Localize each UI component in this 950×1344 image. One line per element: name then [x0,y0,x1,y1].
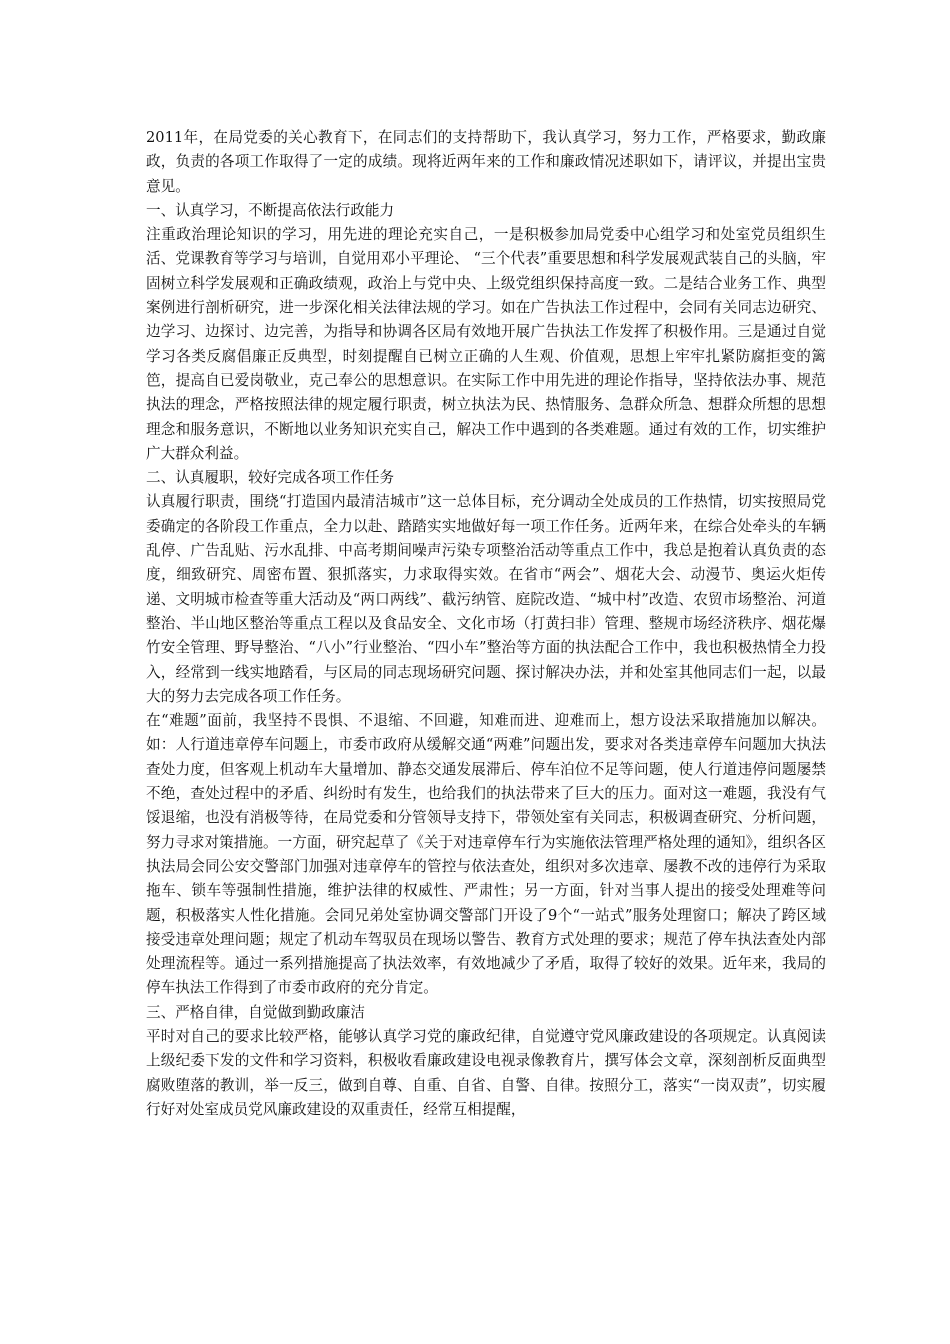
section-heading-3: 三、严格自律，自觉做到勤政廉洁 [146,1003,365,1021]
document-body [146,126,826,1122]
section-heading-2: 二、认真履职，较好完成各项工作任务 [146,469,395,487]
body-paragraph: 认真履行职责，围绕“打造国内最清洁城市”这一总体目标，充分调动全处成员的工作热情，切实按照局党委确定的各阶段工作重点，全力以赴、踏踏实实地做好每一项工作任务。近两年来，在综合处牵头的车辆乱停、广告乱贴、污水乱排、中高考期间噪声污染专项整治活动等重点工作中，我总是抱着认真负责的态度，细致研究、周密布置、狠抓落实，力求取得实效。在省市“两会”、烟花大会、动漫节、奥运火炬传递、文明城市检查等重大活动及“两口两线”、截污纳管、庭院改造、“城中村”改造、农贸市场整治、河道整治、半山地区整治等重点工程以及食品安全、文化市场（打黄扫非）管理、整规市场经济秩序、烟花爆竹安全管理、野导整治、“八小”行业整治、“四小车”整治等方面的执法配合工作中，我也积极热情全力投入，经常到一线实地踏看，与区局的同志现场研究问题、探讨解决办法，并和处室其他同志们一起，以最大的努力去完成各项工作任务。 [146,493,826,705]
body-paragraph: 注重政治理论知识的学习，用先进的理论充实自己，一是积极参加局党委中心组学习和处室党员组织生活、党课教育等学习与培训，自觉用邓小平理论、 “三个代表”重要思想和科学发展观武装自己的头脑，牢固树立科学发展观和正确政绩观，政治上与党中央、上级党组织保持高度一致。二是结合业务工作、典型案例进行剖析研究，进一步深化相关法律法规的学习。如在广告执法工作过程中，会同有关同志边研究、边学习、边探讨、边完善，为指导和协调各区局有效地开展广告执法工作发挥了积极作用。三是通过自觉学习各类反腐倡廉正反典型，时刻提醒自已树立正确的人生观、价值观，思想上牢牢扎紧防腐拒变的篱笆，提高自已爱岗敬业，克己奉公的思想意识。在实际工作中用先进的理论作指导，坚持依法办事、规范执法的理念，严格按照法律的规定履行职责，树立执法为民、热情服务、急群众所急、想群众所想的思想理念和服务意识，不断地以业务知识充实自己，解决工作中遇到的各类难题。通过有效的工作，切实维护广大群众利益。 [146,226,826,462]
intro-paragraph: 2011年，在局党委的关心教育下，在同志们的支持帮助下，我认真学习，努力工作，严格要求，勤政廉政，负责的各项工作取得了一定的成绩。现将近两年来的工作和廉政情况述职如下，请评议，并提出宝贵意见。 [146,129,826,195]
section-heading-1: 一、认真学习，不断提高依法行政能力 [146,201,395,219]
body-paragraph: 平时对自己的要求比较严格，能够认真学习党的廉政纪律，自觉遵守党风廉政建设的各项规定。认真阅读上级纪委下发的文件和学习资料，积极收看廉政建设电视录像教育片，撰写体会文章，深刻剖析反面典型腐败堕落的教训，举一反三，做到自尊、自重、自省、自警、自律。按照分工，落实“一岗双责”，切实履行好对处室成员党风廉政建设的双重责任，经常互相提醒， [146,1027,826,1118]
body-paragraph: 在“难题”面前，我坚持不畏惧、不退缩、不回避，知难而进、迎难而上，想方设法采取措施加以解决。如：人行道违章停车问题上，市委市政府从缓解交通“两难”问题出发，要求对各类违章停车问题加大执法查处力度，但客观上机动车大量增加、静态交通发展滞后、停车泊位不足等问题，使人行道违停问题屡禁不绝，查处过程中的矛盾、纠纷时有发生，也给我们的执法带来了巨大的压力。面对这一难题，我没有气馁退缩，也没有消极等待，在局党委和分管领导支持下，带领处室有关同志，积极调查研究、分析问题，努力寻求对策措施。一方面，研究起草了《关于对违章停车行为实施依法管理严格处理的通知》，组织各区执法局会同公安交警部门加强对违章停车的管控与依法查处，组织对多次违章、屡教不改的违停行为采取拖车、锁车等强制性措施，维护法律的权威性、严肃性；另一方面，针对当事人提出的接受处理难等问题，积极落实人性化措施。会同兄弟处室协调交警部门开设了9个“一站式”服务处理窗口；解决了跨区域接受违章处理问题；规定了机动车驾驭员在现场以警告、教育方式处理的要求；规范了停车执法查处内部处理流程等。通过一系列措施提高了执法效率，有效地减少了矛盾，取得了较好的效果。近年来，我局的停车执法工作得到了市委市政府的充分肯定。 [146,712,826,997]
